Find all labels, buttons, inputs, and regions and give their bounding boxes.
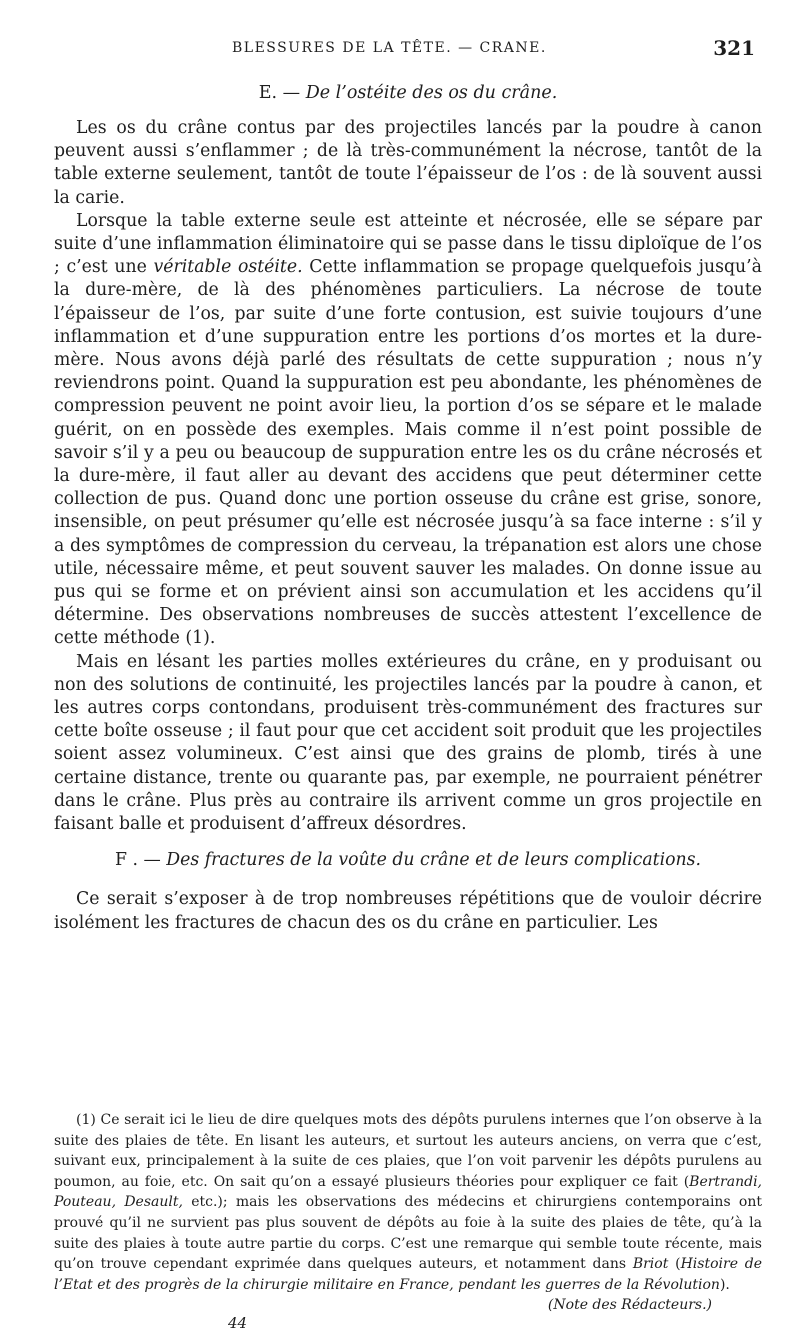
footnote-authors: Bertrandi, Pouteau, Desault, <box>54 1173 762 1211</box>
footnote-part4: ). <box>719 1276 730 1293</box>
page-number: 321 <box>713 36 755 60</box>
paragraph-e3: Mais en lésant les parties molles extérieures du crâne, en y produisant ou non des solutions de continuité, les projectiles lancés par la poudre à canon, et les autres corps contondans, produisent très-communément des fractures sur cette boîte osseuse ; il faut pour que cet accident soit produit que les projectiles soient assez volumineux. C’est ainsi que des grains de plomb, tirés à une certaine distance, trente ou quarante pas, par exemple, ne pourraient pénétrer dans le crâne. Plus près au contraire ils arrivent comme un gros projectile en faisant balle et produisent d’affreux désordres. <box>54 651 762 835</box>
footnote <box>54 1110 762 1315</box>
footnote-signature: (Note des Rédacteurs.) <box>547 1297 712 1314</box>
paragraph-e1: Les os du crâne contus par des projectiles lancés par la poudre à canon peuvent aussi s’enflammer ; de là très-communément la nécrose, tantôt de la table externe seulement, tantôt de toute l’épaisseur de l’os : de là souvent aussi la carie. <box>54 118 762 208</box>
section-e-heading <box>54 80 762 106</box>
footnote-part2: etc.); mais les observations des médecins et chirurgiens contemporains ont prouvé qu’il ne survient pas plus souvent de dépôts au foie à la suite des plaies de tête, qu’à la suite des plaies à toute autre partie du corps. C’est une remarque qui semble toute récente, mais qu’on trouve cependant exprimée dans quelques auteurs, et notamment dans <box>54 1194 763 1273</box>
paragraph-f1: Ce serait s’exposer à de trop nombreuses répétitions que de vouloir décrire isolément les fractures de chacun des os du crâne en particulier. Les <box>54 889 762 933</box>
section-e-letter: E. — <box>258 83 301 103</box>
section-f-heading <box>54 848 762 872</box>
section-e-title: De l’ostéite des os du crâne. <box>305 83 558 103</box>
main-text <box>54 80 762 935</box>
footnote-part1: (1) Ce serait ici le lieu de dire quelques mots des dépôts purulens internes que l’on observe à la suite des plaies de tête. En lisant les auteurs, et surtout les auteurs anciens, on verra que c’est, suivant eux, principalement à la suite de ces plaies, que l’on voit parvenir les dépôts purulens au poumon, au foie, etc. On sait qu’on a essayé plusieurs théories pour expliquer ce fait ( <box>54 1112 762 1190</box>
paragraph-e2: Lorsque la table externe seule est atteinte et nécrosée, elle se sépare par suite d’une inflammation éliminatoire qui se passe dans le tissu diploïque de l’os ; c’est une véritable ostéite. Cette inflammation se propage quelquefois jusqu’à la dure-mère, de là des phénomènes particuliers. La nécrose de toute l’épaisseur de l’os, par suite d’une forte contusion, est suivie toujours d’une inflammation et d’une suppuration entre les portions d’os mortes et la dure-mère. Nous avons déjà parlé des résultats de cette suppuration ; nous n’y reviendrons point. Quand la suppuration est peu abondante, les phénomènes de compression peuvent ne point avoir lieu, la portion d’os se sépare et le malade guérit, on en possède des exemples. Mais comme il n’est point possible de savoir s’il y a peu ou beaucoup de suppuration entre les os du crâne nécrosés et la dure-mère, il faut aller au devant des accidens que peut déterminer cette collection de pus. Quand donc une portion osseuse du crâne est grise, sonore, insensible, on peut présumer qu’elle est nécrosée jusqu’à sa face interne : s’il y a des symptômes de compression du cerveau, la trépanation est alors une chose utile, nécessaire même, et peut souvent sauver les malades. On donne issue au pus qui se forme et on prévient ainsi son accumulation et les accidens qu’il détermine. Des observations nombreuses de succès attestent l’excellence de cette méthode (1). <box>54 210 762 649</box>
footnote-text <box>54 1110 762 1295</box>
footnote-briot: Briot <box>632 1256 669 1273</box>
footnote-book-title: Histoire de l’Etat et des progrès de la chirurgie militaire en France, pendant les guerres de la Révolution <box>54 1256 763 1293</box>
running-head-title: BLESSURES DE LA TÊTE. — CRANE. <box>232 40 547 56</box>
section-f-letter: F . — <box>114 850 161 871</box>
signature-mark: 44 <box>228 1314 248 1332</box>
section-f-title: Des fractures de la voûte du crâne et de leurs complications. <box>166 850 701 871</box>
footnote-part3: ( <box>668 1256 681 1273</box>
running-head <box>0 36 800 70</box>
